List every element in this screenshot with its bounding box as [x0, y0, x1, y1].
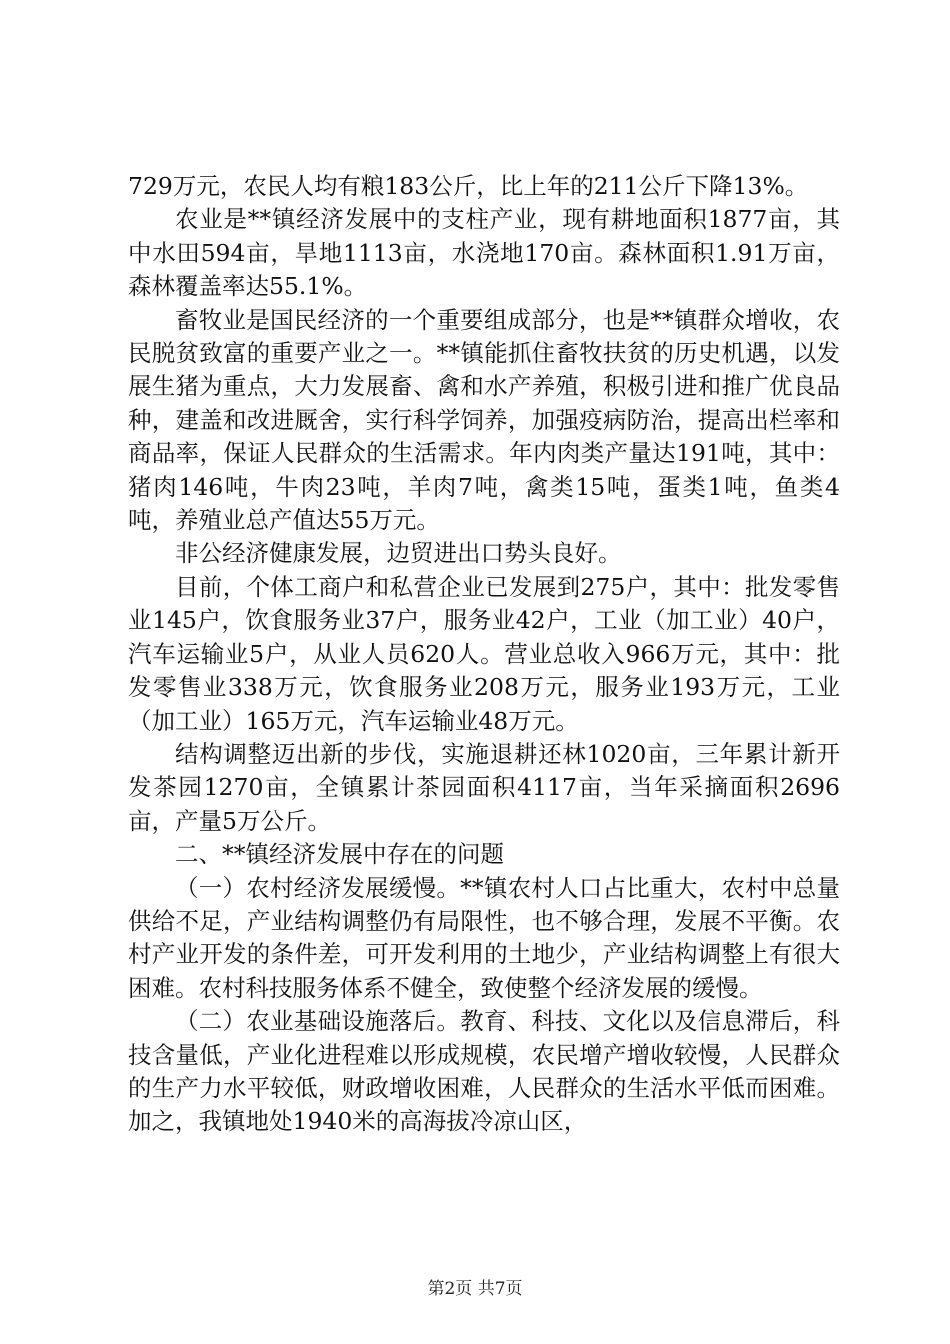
paragraph-structural-adjustment: 结构调整迈出新的步伐，实施退耕还林1020亩，三年累计新开发茶园1270亩，全镇累计茶园面积4117亩，当年采摘面积2696亩，产量5万公斤。 — [128, 739, 840, 835]
paragraph-grain-continuation: 729万元，农民人均有粮183公斤，比上年的211公斤下降13%。 — [128, 172, 809, 200]
page-number-footer: 第2页 共7页 — [427, 1279, 523, 1299]
section-heading-problems: 二、**镇经济发展中存在的问题 — [175, 840, 504, 869]
paragraph-non-public-economy: 非公经济健康发展，边贸进出口势头良好。 — [175, 539, 622, 568]
paragraph-livestock: 畜牧业是国民经济的一个重要组成部分，也是**镇群众增收，农民脱贫致富的重要产业之一。**镇能抓住畜牧扶贫的历史机遇，以发展生猪为重点，大力发展畜、禽和水产养殖，积极引进和推广优良品种，建盖和改进厩舍，实行科学饲养，加强疫病防治，提高出栏率和商品率，保证人民群众的生活需求。年内肉类产量达191吨，其中：猪肉146吨，牛肉23吨，羊肉7吨，禽类15吨，蛋类1吨，鱼类4吨，养殖业总产值达55万元。 — [128, 305, 840, 535]
paragraph-agriculture: 农业是**镇经济发展中的支柱产业，现有耕地面积1877亩，其中水田594亩，旱地1113亩，水浇地170亩。森林面积1.91万亩，森林覆盖率达55.1%。 — [128, 205, 840, 301]
paragraph-infrastructure: （二）农业基础设施落后。教育、科技、文化以及信息滞后，科技含量低，产业化进程难以形成规模，农民增产增收较慢，人民群众的生产力水平较低，财政增收困难，人民群众的生活水平低而困难。加之，我镇地处1940米的高海拔冷凉山区， — [128, 1007, 840, 1136]
document-body — [128, 170, 840, 1139]
paragraph-private-enterprises: 目前，个体工商户和私营企业已发展到275户，其中：批发零售业145户，饮食服务业37户，服务业42户，工业（加工业）40户，汽车运输业5户，从业人员620人。营业总收入966万元，其中：批发零售业338万元，饮食服务业208万元，服务业193万元，工业（加工业）165万元，汽车运输业48万元。 — [128, 572, 840, 735]
paragraph-rural-economy: （一）农村经济发展缓慢。**镇农村人口占比重大，农村中总量供给不足，产业结构调整仍有局限性，也不够合理，发展不平衡。农村产业开发的条件差，可开发利用的土地少，产业结构调整上有很大困难。农村科技服务体系不健全，致使整个经济发展的缓慢。 — [128, 873, 840, 1002]
